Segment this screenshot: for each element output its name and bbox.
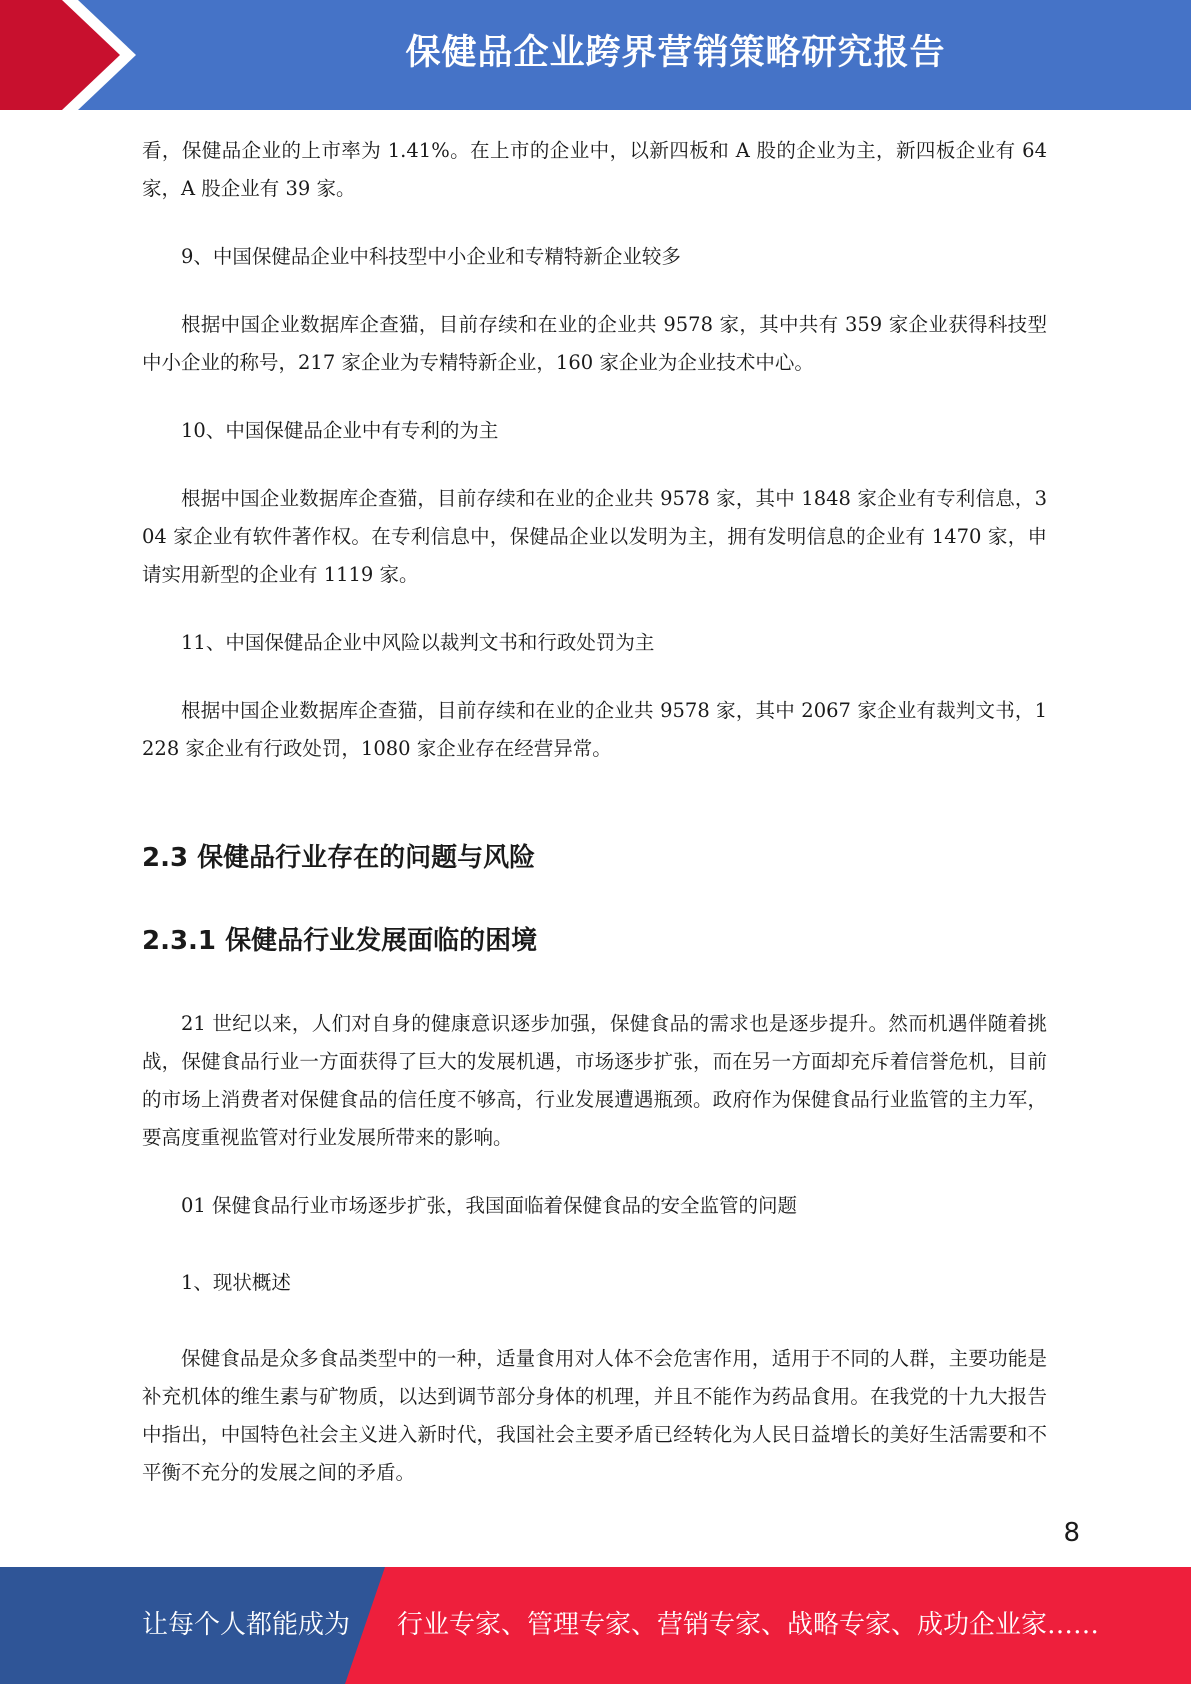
list-item-9: 9、中国保健品企业中科技型中小企业和专精特新企业较多 <box>181 245 681 268</box>
paragraph-continued: 看，保健品企业的上市率为 1.41%。在上市的企业中，以新四板和 A 股的企业为主，新四板企业有 64 家，A 股企业有 39 家。 <box>142 139 1047 200</box>
list-item-01: 01 保健食品行业市场逐步扩张，我国面临着保健食品的安全监管的问题 <box>181 1194 798 1217</box>
section-heading-2-3: 2.3 保健品行业存在的问题与风险 <box>142 843 536 873</box>
document-body <box>142 132 1047 1492</box>
list-item-1: 1、现状概述 <box>181 1271 291 1294</box>
footer-slogan-left: 让每个人都能成为 <box>142 1610 351 1640</box>
list-item-11: 11、中国保健品企业中风险以裁判文书和行政处罚为主 <box>181 631 655 654</box>
paragraph-item-10: 根据中国企业数据库企查猫，目前存续和在业的企业共 9578 家，其中 1848 家企业有专利信息，304 家企业有软件著作权。在专利信息中，保健品企业以发明为主，拥有发明信息的企业有 1470 家，申请实用新型的企业有 1119 家。 <box>142 487 1047 586</box>
footer-slogan-right: 行业专家、管理专家、营销专家、战略专家、成功企业家…… <box>397 1610 1100 1640</box>
page-header <box>0 0 1191 110</box>
paragraph-status: 保健食品是众多食品类型中的一种，适量食用对人体不会危害作用，适用于不同的人群，主要功能是补充机体的维生素与矿物质，以达到调节部分身体的机理，并且不能作为药品食用。在我党的十九大报告中指出，中国特色社会主义进入新时代，我国社会主要矛盾已经转化为人民日益增长的美好生活需要和不平衡不充分的发展之间的矛盾。 <box>142 1347 1047 1484</box>
header-arrow-icon <box>0 0 150 110</box>
paragraph-item-9: 根据中国企业数据库企查猫，目前存续和在业的企业共 9578 家，其中共有 359 家企业获得科技型中小企业的称号，217 家企业为专精特新企业，160 家企业为企业技术中心。 <box>142 313 1047 374</box>
page-footer <box>0 1567 1191 1684</box>
paragraph-item-11: 根据中国企业数据库企查猫，目前存续和在业的企业共 9578 家，其中 2067 家企业有裁判文书，1228 家企业有行政处罚，1080 家企业存在经营异常。 <box>142 699 1047 760</box>
paragraph-intro: 21 世纪以来，人们对自身的健康意识逐步加强，保健食品的需求也是逐步提升。然而机遇伴随着挑战，保健食品行业一方面获得了巨大的发展机遇，市场逐步扩张，而在另一方面却充斥着信誉危机，目前的市场上消费者对保健食品的信任度不够高，行业发展遭遇瓶颈。政府作为保健食品行业监管的主力军，要高度重视监管对行业发展所带来的影响。 <box>142 1012 1047 1149</box>
subsection-heading-2-3-1: 2.3.1 保健品行业发展面临的困境 <box>142 926 538 956</box>
page-number: 8 <box>1063 1518 1080 1548</box>
list-item-10: 10、中国保健品企业中有专利的为主 <box>181 419 499 442</box>
report-title: 保健品企业跨界营销策略研究报告 <box>405 33 946 73</box>
